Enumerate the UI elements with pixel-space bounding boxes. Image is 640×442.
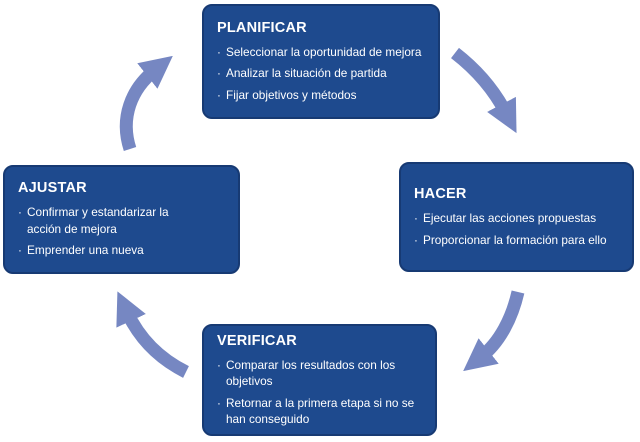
- bullet-item: [217, 65, 428, 82]
- bullet-dot: ·: [217, 87, 221, 102]
- arrow-planificar-to-hacer-icon: [455, 53, 506, 113]
- bullet-item: [18, 242, 228, 259]
- bullet-item: [414, 232, 622, 249]
- arrow-ajustar-to-planificar-icon: [126, 70, 155, 149]
- bullet-line: Fijar objetivos y métodos: [226, 87, 357, 102]
- bullet-item: [217, 44, 428, 61]
- bullet-dot: ·: [217, 44, 221, 59]
- box-verificar: [202, 324, 437, 436]
- bullet-line: Comparar los resultados con los: [226, 357, 396, 372]
- bullet-line: acción de mejora: [27, 221, 117, 236]
- bullet-item: [217, 395, 425, 428]
- bullet-dot: ·: [18, 205, 22, 220]
- bullet-dot: ·: [217, 357, 221, 372]
- bullet-line: objetivos: [226, 374, 273, 388]
- bullet-dot: ·: [18, 243, 22, 258]
- bullet-item: [217, 357, 425, 390]
- bullet-line: Emprender una nueva: [27, 243, 144, 258]
- box-title: HACER: [414, 186, 467, 202]
- bullet-line: Proporcionar la formación para ello: [423, 232, 607, 247]
- box-title: AJUSTAR: [18, 180, 87, 197]
- arrow-hacer-to-verificar-icon: [481, 292, 518, 357]
- bullet-line: Analizar la situación de partida: [226, 66, 387, 81]
- bullet-dot: ·: [414, 232, 418, 247]
- bullet-item: [217, 87, 428, 104]
- bullet-dot: ·: [414, 211, 418, 225]
- bullet-line: Ejecutar las acciones propuestas: [423, 211, 597, 225]
- bullet-line: Seleccionar la oportunidad de mejora: [226, 44, 422, 59]
- box-planificar: [202, 4, 440, 119]
- bullet-line: Retornar a la primera etapa si no se: [226, 395, 415, 410]
- arrow-verificar-to-ajustar-icon: [127, 312, 186, 372]
- bullet-line: han conseguido: [226, 412, 310, 426]
- box-title: PLANIFICAR: [217, 19, 307, 36]
- box-ajustar: [3, 165, 240, 274]
- bullet-dot: ·: [217, 66, 221, 81]
- bullet-item: [18, 204, 228, 237]
- box-title: VERIFICAR: [217, 332, 297, 349]
- bullet-line: Confirmar y estandarizar la: [27, 205, 169, 220]
- bullet-item: [414, 210, 622, 227]
- bullet-dot: ·: [217, 395, 221, 410]
- box-hacer: [399, 162, 634, 272]
